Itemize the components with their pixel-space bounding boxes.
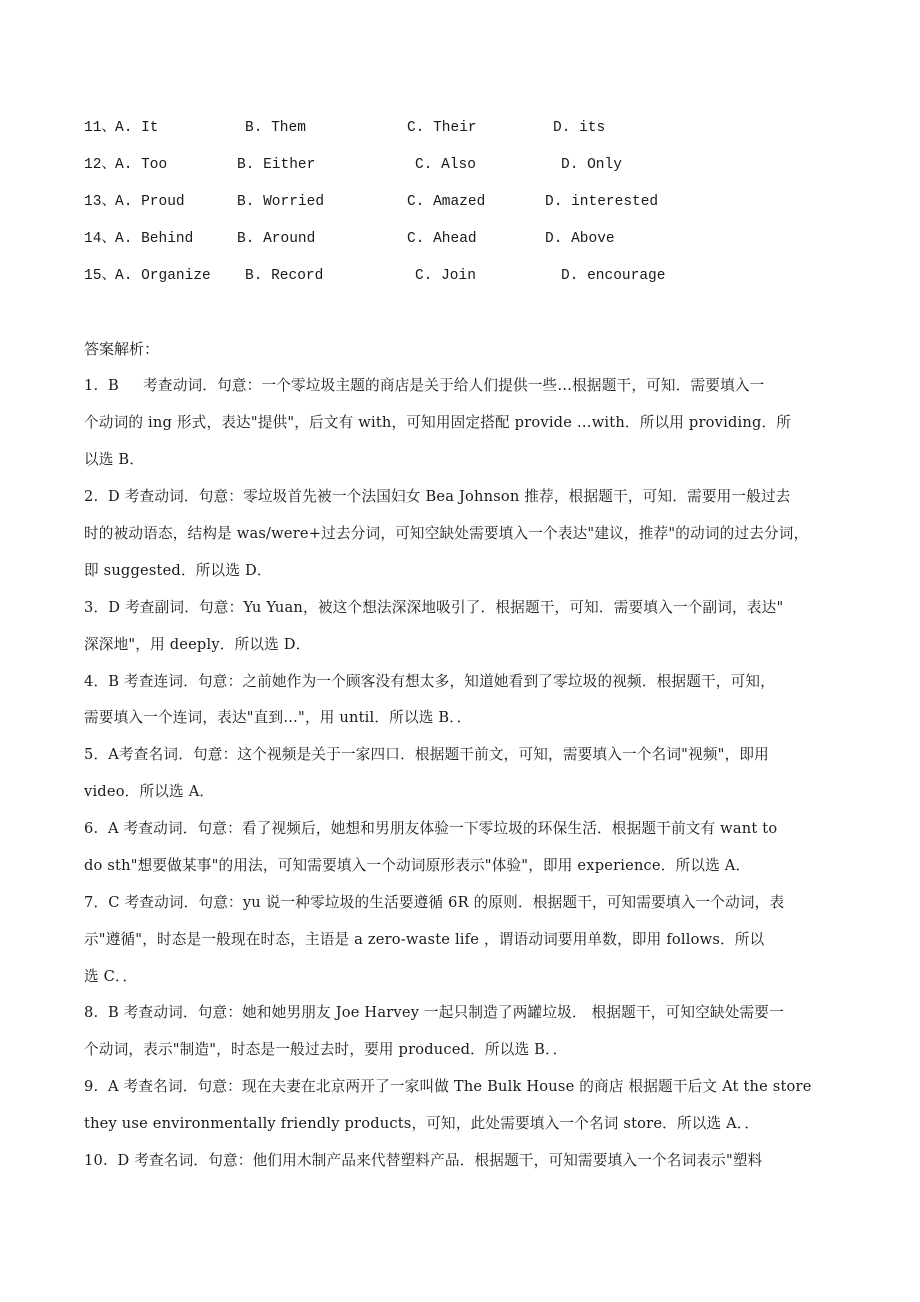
option-c: C. Ahead bbox=[407, 231, 477, 247]
explanation-line: 2. D 考查动词．句意：零垃圾首先被一个法国妇女 Bea Johnson 推荐，根据题干，可知．需要用一般过去 bbox=[84, 488, 791, 505]
question-number: 11、 bbox=[84, 120, 116, 136]
explanation-line: 时的被动语态，结构是 was/were+过去分词，可知空缺处需要填入一个表达"建议，推荐"的动词的过去分词， bbox=[84, 525, 809, 542]
option-row-12 bbox=[0, 155, 920, 175]
option-row-11 bbox=[0, 118, 920, 138]
question-number: 12、 bbox=[84, 157, 116, 173]
explanation-line: 以选 B． bbox=[84, 451, 145, 468]
option-d: D. encourage bbox=[561, 268, 666, 284]
option-a: A. Behind bbox=[115, 231, 194, 247]
option-b: B. Record bbox=[245, 268, 324, 284]
option-b: B. Either bbox=[237, 157, 316, 173]
explanation-line: 需要填入一个连词，表达"直到…"，用 until．所以选 B．． bbox=[84, 709, 472, 726]
option-d: D. interested bbox=[545, 194, 659, 210]
option-d: D. its bbox=[553, 120, 606, 136]
explanation-line: 6. A 考查动词．句意：看了视频后，她想和男朋友体验一下零垃圾的环保生活．根据题干前文有 want to bbox=[84, 820, 778, 837]
explanation-line: 3．D 考查副词．句意：Yu Yuan，被这个想法深深地吸引了．根据题干，可知．需要填入一个副词，表达" bbox=[84, 599, 784, 616]
explanation-line: 示"遵循"，时态是一般现在时态，主语是 a zero-waste life ，谓语动词要用单数，即用 follows．所以 bbox=[84, 931, 765, 948]
explanation-line: 1. B 考查动词．句意：一个零垃圾主题的商店是关于给人们提供一些…根据题干，可知．需要填入一 bbox=[84, 377, 765, 394]
explanation-line: 9. A 考查名词．句意：现在夫妻在北京两开了一家叫做 The Bulk House 的商店 根据题干后文 At the store bbox=[84, 1078, 812, 1095]
explanation-line: 选 C．． bbox=[84, 968, 138, 985]
option-c: C. Join bbox=[415, 268, 476, 284]
option-d: D. Only bbox=[561, 157, 622, 173]
explanation-line: 8. B 考查动词．句意：她和她男朋友 Joe Harvey 一起只制造了两罐垃圾． 根据题干，可知空缺处需要一 bbox=[84, 1004, 784, 1021]
explanation-line: do sth"想要做某事"的用法，可知需要填入一个动词原形表示"体验"，即用 experience．所以选 A． bbox=[84, 857, 751, 874]
option-b: B. Them bbox=[245, 120, 306, 136]
option-a: A. Organize bbox=[115, 268, 211, 284]
explanation-line: 深深地"，用 deeply．所以选 D． bbox=[84, 636, 311, 653]
option-row-13 bbox=[0, 192, 920, 212]
explanation-line: 10. D 考查名词．句意：他们用木制产品来代替塑料产品．根据题干，可知需要填入一个名词表示"塑料 bbox=[84, 1152, 763, 1169]
explanation-line: video．所以选 A． bbox=[84, 783, 215, 800]
option-c: C. Amazed bbox=[407, 194, 486, 210]
option-b: B. Worried bbox=[237, 194, 325, 210]
option-b: B. Around bbox=[237, 231, 316, 247]
explanation-line: 5．A考查名词．句意：这个视频是关于一家四口．根据题干前文，可知，需要填入一个名词"视频"，即用 bbox=[84, 746, 769, 763]
question-number: 14、 bbox=[84, 231, 116, 247]
option-c: C. Also bbox=[415, 157, 476, 173]
option-a: A. Proud bbox=[115, 194, 185, 210]
explanation-line: 即 suggested．所以选 D． bbox=[84, 562, 272, 579]
option-row-14 bbox=[0, 229, 920, 249]
option-a: A. Too bbox=[115, 157, 168, 173]
option-d: D. Above bbox=[545, 231, 615, 247]
explanation-line: 个动词，表示"制造"，时态是一般过去时，要用 produced．所以选 B．． bbox=[84, 1041, 568, 1058]
explanation-line: 7．C 考查动词．句意：yu 说一种零垃圾的生活要遵循 6R 的原则．根据题干，可知需要填入一个动词，表 bbox=[84, 894, 785, 911]
option-row-15 bbox=[0, 266, 920, 286]
explanation-line: 个动词的 ing 形式，表达"提供"，后文有 with，可知用固定搭配 provide …with．所以用 providing．所 bbox=[84, 414, 792, 431]
option-c: C. Their bbox=[407, 120, 477, 136]
answers-heading: 答案解析： bbox=[84, 340, 160, 358]
explanation-line: 4．B 考查连词．句意：之前她作为一个顾客没有想太多，知道她看到了零垃圾的视频．根据题干，可知， bbox=[84, 673, 775, 690]
explanation-line: they use environmentally friendly products，可知，此处需要填入一个名词 store．所以选 A．． bbox=[84, 1115, 760, 1132]
question-number: 13、 bbox=[84, 194, 116, 210]
option-a: A. It bbox=[115, 120, 159, 136]
question-number: 15、 bbox=[84, 268, 116, 284]
